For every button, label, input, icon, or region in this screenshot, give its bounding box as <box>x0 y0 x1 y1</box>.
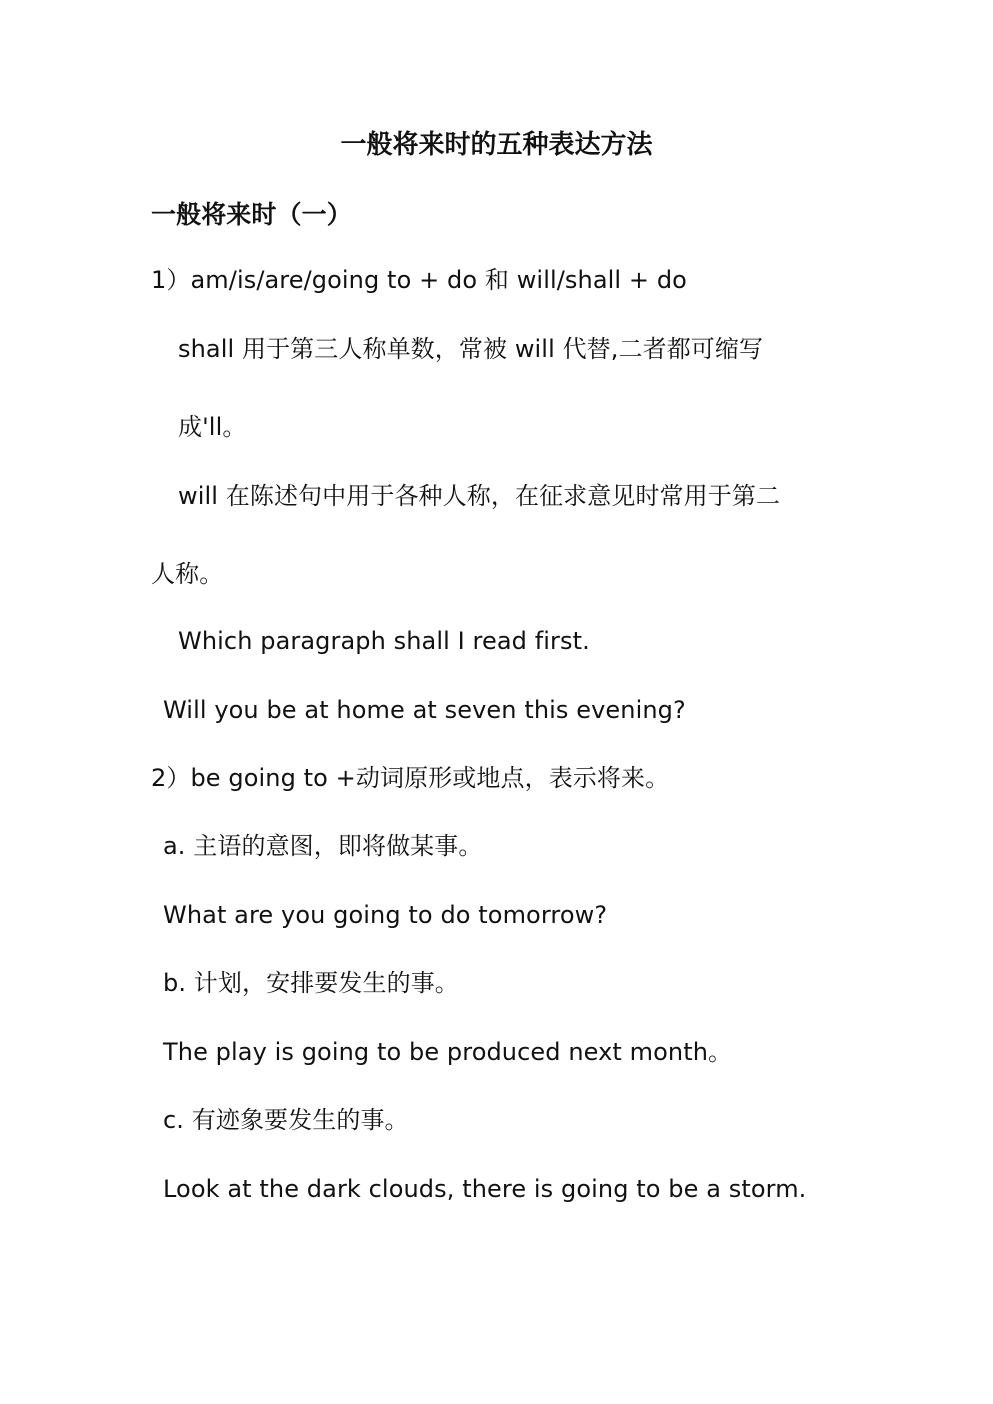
example-which-paragraph: Which paragraph shall I read first. <box>178 627 590 655</box>
shall-note-line2: 成'll。 <box>178 413 247 441</box>
will-note-line2: 人称。 <box>151 560 224 588</box>
point-a-example: What are you going to do tomorrow? <box>163 901 608 929</box>
will-note-line1: will 在陈述句中用于各种人称，在征求意见时常用于第二 <box>178 482 781 510</box>
item2-heading: 2）be going to +动词原形或地点，表示将来。 <box>151 764 670 792</box>
document-title: 一般将来时的五种表达方法 <box>340 130 653 160</box>
point-c-label: c. 有迹象要发生的事。 <box>163 1106 409 1134</box>
example-will-you-be-home: Will you be at home at seven this evening? <box>163 696 686 724</box>
section-heading: 一般将来时（一） <box>151 200 352 229</box>
shall-note-line1: shall 用于第三人称单数，常被 will 代替,二者都可缩写 <box>178 335 764 363</box>
item1-heading: 1）am/is/are/going to + do 和 will/shall + do <box>151 266 687 294</box>
point-b-example: The play is going to be produced next month。 <box>163 1038 733 1066</box>
point-c-example: Look at the dark clouds, there is going to be a storm. <box>163 1175 807 1203</box>
point-b-label: b. 计划，安排要发生的事。 <box>163 969 459 997</box>
point-a-label: a. 主语的意图，即将做某事。 <box>163 832 483 860</box>
